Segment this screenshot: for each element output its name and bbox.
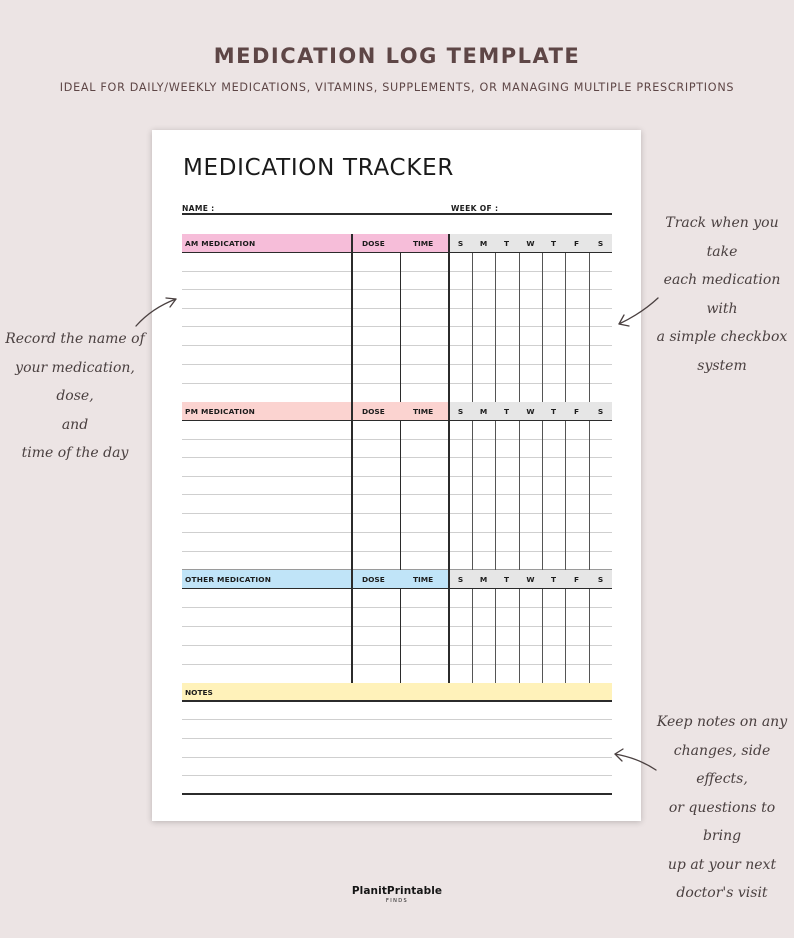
day-header-tuesday: T — [503, 239, 510, 248]
top-right-annotation — [650, 209, 794, 380]
brand-subtitle: FINDS — [385, 898, 409, 904]
day-column-divider — [589, 589, 590, 683]
row-line — [182, 364, 612, 365]
row-line — [182, 271, 612, 272]
am-medication-section — [182, 234, 612, 403]
pm-medication-section — [182, 402, 612, 570]
notes-line — [182, 738, 612, 739]
column-divider — [351, 570, 353, 683]
day-header-monday: M — [479, 239, 488, 248]
day-column-divider — [565, 253, 566, 403]
day-header-wednesday: W — [526, 575, 535, 584]
day-header-thursday: T — [550, 407, 557, 416]
annotation-line: time of the day — [21, 445, 129, 461]
time-column-header: TIME — [413, 575, 434, 584]
notes-title: NOTES — [185, 688, 213, 697]
column-divider — [351, 234, 353, 403]
day-column-divider — [495, 253, 496, 403]
row-line — [182, 494, 612, 495]
section-title: OTHER MEDICATION — [185, 575, 272, 584]
notes-line — [182, 719, 612, 720]
row-line — [182, 308, 612, 309]
notes-line — [182, 757, 612, 758]
column-divider — [448, 234, 450, 403]
notes-line — [182, 775, 612, 776]
brand-name: PlanitPrintable — [351, 885, 443, 897]
day-column-divider — [519, 589, 520, 683]
annotation-line: Keep notes on any — [656, 714, 788, 730]
day-column-divider — [589, 253, 590, 403]
day-header-thursday: T — [550, 575, 557, 584]
sheet-title: MEDICATION TRACKER — [183, 155, 455, 181]
row-line — [182, 289, 612, 290]
annotation-line: Track when you take — [665, 215, 779, 260]
day-header-wednesday: W — [526, 239, 535, 248]
top-right-arrow-icon — [614, 295, 664, 329]
brand-logo — [0, 885, 794, 904]
row-line — [182, 476, 612, 477]
row-line — [182, 551, 612, 552]
left-annotation — [0, 325, 150, 468]
row-line — [182, 383, 612, 384]
day-column-divider — [565, 421, 566, 570]
day-header-monday: M — [479, 575, 488, 584]
day-header-wednesday: W — [526, 407, 535, 416]
day-column-divider — [472, 421, 473, 570]
section-title: PM MEDICATION — [185, 407, 256, 416]
annotation-line: up at your next — [667, 856, 777, 873]
dose-column-header: DOSE — [362, 575, 385, 584]
day-column-divider — [495, 589, 496, 683]
day-column-divider — [472, 253, 473, 403]
day-header-sunday: S — [457, 575, 464, 584]
row-line — [182, 513, 612, 514]
column-divider — [400, 589, 401, 683]
notes-header — [182, 683, 612, 702]
day-column-divider — [565, 589, 566, 683]
column-divider — [400, 421, 401, 570]
day-header-sunday: S — [457, 239, 464, 248]
day-column-divider — [519, 253, 520, 403]
annotation-line: system — [697, 357, 747, 374]
day-column-divider — [542, 589, 543, 683]
column-divider — [400, 253, 401, 403]
tracker-sheet — [152, 130, 641, 821]
day-header-friday: F — [573, 575, 580, 584]
column-divider — [448, 570, 450, 683]
annotation-line: a simple checkbox — [656, 329, 788, 345]
row-line — [182, 345, 612, 346]
dose-column-header: DOSE — [362, 239, 385, 248]
dose-column-header: DOSE — [362, 407, 385, 416]
name-field-label: NAME : — [182, 204, 215, 213]
left-arrow-icon — [132, 294, 182, 330]
bottom-right-annotation — [650, 708, 794, 908]
annotation-line: your medication, dose, — [15, 359, 135, 404]
day-header-saturday: S — [597, 239, 604, 248]
day-header-friday: F — [573, 407, 580, 416]
time-column-header: TIME — [413, 407, 434, 416]
day-column-divider — [472, 589, 473, 683]
day-column-divider — [589, 421, 590, 570]
row-line — [182, 607, 612, 608]
day-header-tuesday: T — [503, 575, 510, 584]
banner-title: MEDICATION LOG TEMPLATE — [213, 44, 581, 68]
row-line — [182, 326, 612, 327]
day-header-sunday: S — [457, 407, 464, 416]
section-header — [182, 402, 612, 421]
row-line — [182, 439, 612, 440]
time-column-header: TIME — [413, 239, 434, 248]
other-medication-section — [182, 570, 612, 683]
day-header-saturday: S — [597, 407, 604, 416]
row-line — [182, 457, 612, 458]
column-divider — [448, 402, 450, 570]
section-title: AM MEDICATION — [185, 239, 256, 248]
annotation-line: doctor's visit — [676, 885, 768, 901]
banner-subtitle: IDEAL FOR DAILY/WEEKLY MEDICATIONS, VITAMINS, SUPPLEMENTS, OR MANAGING MULTIPLE PRESCRIPTIONS — [59, 81, 735, 94]
annotation-line: each medication with — [663, 272, 781, 317]
row-line — [182, 645, 612, 646]
section-header — [182, 234, 612, 253]
day-column-divider — [542, 421, 543, 570]
annotation-line: Record the name of — [5, 331, 145, 347]
row-line — [182, 626, 612, 627]
column-divider — [351, 402, 353, 570]
row-line — [182, 532, 612, 533]
day-header-monday: M — [479, 407, 488, 416]
day-column-divider — [542, 253, 543, 403]
week-of-field-label: WEEK OF : — [451, 204, 499, 213]
bottom-right-arrow-icon — [610, 748, 662, 774]
day-header-saturday: S — [597, 575, 604, 584]
annotation-line: or questions to bring — [668, 799, 776, 844]
day-header-tuesday: T — [503, 407, 510, 416]
row-line — [182, 664, 612, 665]
notes-bottom-line — [182, 793, 612, 795]
annotation-line: changes, side effects, — [673, 742, 771, 787]
day-header-thursday: T — [550, 239, 557, 248]
day-column-divider — [519, 421, 520, 570]
day-header-friday: F — [573, 239, 580, 248]
annotation-line: and — [61, 416, 89, 433]
section-header — [182, 570, 612, 589]
name-week-underline — [182, 213, 612, 215]
day-column-divider — [495, 421, 496, 570]
